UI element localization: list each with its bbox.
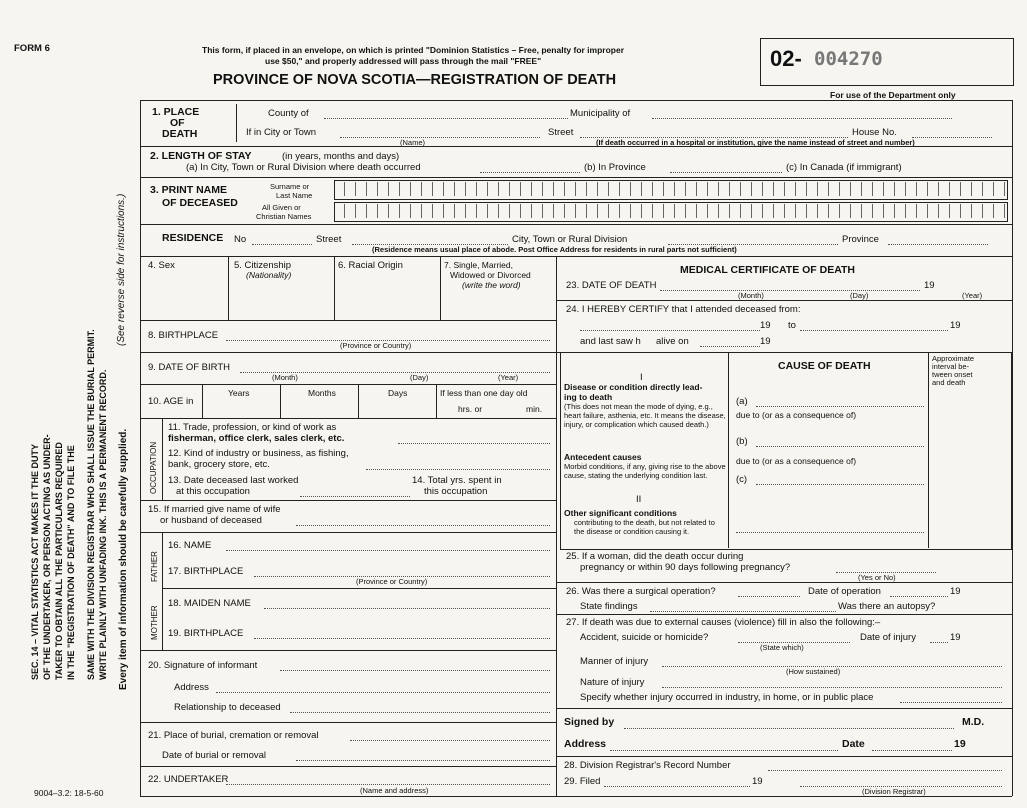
side-text-6: WRITE PLAINLY WITH UNFADING INK. THIS IS A PERMANENT RECORD. <box>98 369 108 680</box>
q14-label-2: this occupation <box>424 486 488 497</box>
cause-b-label: (b) <box>736 436 748 447</box>
father-birthplace-label: 17. BIRTHPLACE <box>168 566 244 577</box>
envelope-note-2: use $50," and properly addressed will pass through the mail "FREE" <box>265 56 542 66</box>
father-birthplace-caption: (Province or Country) <box>356 577 428 586</box>
q13-label-1: 13. Date deceased last worked <box>168 475 299 486</box>
interval-divider <box>928 352 929 548</box>
age-label: 10. AGE in <box>148 396 194 407</box>
disease-note: (This does not mean the mode of dying, e.g., heart failure, asthenia, etc. It means the disease, injury, or complication which caused death.) <box>564 402 726 429</box>
burial-date-line <box>296 760 550 761</box>
father-side-label: FATHER <box>150 551 159 582</box>
interval-caption-2: interval be- <box>932 362 970 371</box>
top-frame-line <box>140 100 1012 101</box>
roman-one: I <box>640 372 643 383</box>
side-text-4: IN THE "REGISTRATION OF DEATH" AND TO FILE THE <box>66 445 76 680</box>
minutes-caption: min. <box>526 404 543 414</box>
col-divider-6-7 <box>440 256 441 320</box>
filed-19: 19 <box>752 776 763 787</box>
house-no-label: House No. <box>852 127 897 138</box>
manner-label: Manner of injury <box>580 656 649 667</box>
given-label-1: All Given or <box>262 203 301 212</box>
date-of-injury-line <box>930 642 948 643</box>
q26-line <box>738 596 800 597</box>
row4-bottom <box>140 320 556 321</box>
left-frame-line <box>140 100 141 796</box>
q13-label-2: at this occupation <box>176 486 250 497</box>
signer-address-line <box>610 750 838 751</box>
dob-year-caption: (Year) <box>498 373 519 382</box>
q14-label-1: 14. Total yrs. spent in <box>412 475 502 486</box>
mother-birthplace-line <box>254 638 550 639</box>
registration-prefix: 02- <box>770 46 802 71</box>
signer-date-line <box>872 750 952 751</box>
date-of-operation-line <box>890 596 948 597</box>
row26-bottom <box>556 614 1012 615</box>
roman-two: II <box>636 494 642 505</box>
q27-label: 27. If death was due to external causes (violence) fill in also the following:– <box>566 617 881 628</box>
side-text-2: OF THE UNDERTAKER, OR PERSON ACTING AS UNDER- <box>42 434 52 680</box>
disease-title-1: Disease or condition directly lead- <box>564 382 703 392</box>
q12-label-2: bank, grocery store, etc. <box>168 459 270 470</box>
surname-cells <box>334 182 1005 201</box>
mother-birthplace-label: 19. BIRTHPLACE <box>168 628 244 639</box>
row15-bottom <box>140 532 556 533</box>
citizenship-label: 5. Citizenship <box>234 260 292 271</box>
col-divider-5-6 <box>334 256 335 320</box>
occupation-side-label: OCCUPATION <box>149 441 158 494</box>
hours-caption: hrs. or <box>458 404 483 414</box>
age-div-1 <box>202 384 203 418</box>
date-of-injury-label: Date of injury <box>860 632 916 643</box>
place-of-death-label-3: DEATH <box>162 128 198 140</box>
col-divider-4-5 <box>228 256 229 320</box>
form-number: FORM 6 <box>14 43 50 54</box>
q11-line <box>398 443 550 444</box>
other-conditions-title: Other significant conditions <box>564 508 677 518</box>
father-bottom <box>162 588 556 589</box>
age-div-4 <box>436 384 437 418</box>
q11-label-2: fisherman, office clerk, sales clerk, etc. <box>168 433 345 444</box>
informant-address-label: Address <box>174 682 209 693</box>
alive-on-19: 19 <box>760 336 771 347</box>
undertaker-caption: (Name and address) <box>360 786 429 795</box>
filed-line <box>604 786 750 787</box>
print-name-label-2: OF DECEASED <box>162 197 238 209</box>
signed-by-line[interactable] <box>624 728 954 729</box>
state-which-caption: (State which) <box>760 643 804 652</box>
burial-date-label: Date of burial or removal <box>162 750 267 761</box>
row27-bottom <box>556 708 1012 709</box>
length-of-stay-sub: (in years, months and days) <box>282 151 400 162</box>
cause-c-line[interactable] <box>756 484 924 485</box>
city-name-caption: (Name) <box>400 138 426 147</box>
side-text-7: Every item of information should be carefully supplied. <box>118 428 129 690</box>
city-label: If in City or Town <box>246 127 317 138</box>
occupation-side-divider <box>162 418 163 500</box>
county-label: County of <box>268 108 309 119</box>
antecedent-title: Antecedent causes <box>564 452 642 462</box>
death-day-caption: (Day) <box>850 291 869 300</box>
dob-day-caption: (Day) <box>410 373 429 382</box>
mother-maiden-line <box>264 608 550 609</box>
street-label: Street <box>548 127 574 138</box>
section2-bottom <box>140 177 1012 178</box>
interval-caption-1: Approximate <box>932 354 975 363</box>
form-code: 9004–3.2: 18-5-60 <box>34 788 104 798</box>
specify-line <box>900 702 1002 703</box>
medical-certificate-title: MEDICAL CERTIFICATE OF DEATH <box>680 264 855 276</box>
given-name-cells <box>334 204 1005 223</box>
side-text-5: SAME WITH THE DIVISION REGISTRAR WHO SHALL ISSUE THE BURIAL PERMIT. <box>86 329 96 680</box>
surname-label-2: Last Name <box>276 191 313 200</box>
date-of-death-line <box>660 290 920 291</box>
death-year-caption: (Year) <box>962 291 983 300</box>
place-of-death-label-2: OF <box>170 117 185 129</box>
undertaker-label: 22. UNDERTAKER <box>148 774 229 785</box>
right-frame-line <box>1012 100 1013 796</box>
q25-label-1: 25. If a woman, did the death occur during <box>566 551 744 562</box>
registrar-record-line <box>768 770 1002 771</box>
bottom-frame-line <box>140 796 1012 797</box>
side-text-1: SEC. 14 – VITAL STATISTICS ACT MAKES IT THE DUTY <box>30 443 40 680</box>
attended-from-19: 19 <box>760 320 771 331</box>
municipality-label: Municipality of <box>570 108 631 119</box>
operation-year-19: 19 <box>950 586 961 597</box>
registration-number: 004270 <box>814 48 883 70</box>
stay-city-line <box>480 172 580 173</box>
disease-title-2: ing to death <box>564 392 613 402</box>
nature-label: Nature of injury <box>580 677 645 688</box>
residence-province-label: Province <box>842 234 879 245</box>
autopsy-label: Was there an autopsy? <box>838 601 936 612</box>
residence-no-label: No <box>234 234 247 245</box>
signer-date-label: Date <box>842 738 865 750</box>
stay-city-label: (a) In City, Town or Rural Division where death occurred <box>186 162 421 173</box>
q15-label-2: or husband of deceased <box>160 515 262 526</box>
section3-bottom <box>140 224 1012 225</box>
section1-bottom <box>140 146 1012 147</box>
q11-label-1: 11. Trade, profession, or kind of work as <box>168 422 337 433</box>
q12-label-1: 12. Kind of industry or business, as fishing, <box>168 448 349 459</box>
date-of-operation-label: Date of operation <box>808 586 881 597</box>
city-line <box>340 137 540 138</box>
q25-yes-no: (Yes or No) <box>858 573 896 582</box>
signed-by-label: Signed by <box>564 716 615 728</box>
page-title: PROVINCE OF NOVA SCOTIA—REGISTRATION OF DEATH <box>213 72 617 88</box>
stay-province-label: (b) In Province <box>584 162 646 173</box>
q12-line <box>366 469 550 470</box>
marital-label-1: 7. Single, Married, <box>444 260 513 270</box>
mother-side-label: MOTHER <box>150 605 159 640</box>
marital-label-3: (write the word) <box>462 280 521 290</box>
nature-line <box>662 687 1002 688</box>
parents-side-divider <box>162 532 163 650</box>
residence-no-line <box>252 244 312 245</box>
residence-street-label: Street <box>316 234 342 245</box>
age-years-caption: Years <box>228 388 250 398</box>
residence-note: (Residence means usual place of abode. Post Office Address for residents in rural parts not sufficient) <box>372 245 737 254</box>
father-name-label: 16. NAME <box>168 540 212 551</box>
q25-label-2: pregnancy or within 90 days following pregnancy? <box>580 562 791 573</box>
envelope-note-1: This form, if placed in an envelope, on which is printed "Dominion Statistics – Free, penalty for improper <box>202 45 625 55</box>
filed-label: 29. Filed <box>564 776 601 787</box>
informant-label: 20. Signature of informant <box>148 660 258 671</box>
less-than-day-caption: If less than one day old <box>440 388 528 398</box>
age-div-2 <box>280 384 281 418</box>
specify-label: Specify whether injury occurred in industry, in home, or in public place <box>580 692 874 703</box>
attended-to-19: 19 <box>950 320 961 331</box>
antecedent-note: Morbid conditions, if any, giving rise to the above cause, stating the underlying condition last. <box>564 462 726 480</box>
injury-year-19: 19 <box>950 632 961 643</box>
row8-bottom <box>140 352 556 353</box>
mother-bottom <box>140 650 556 651</box>
cause-b-line[interactable] <box>756 446 924 447</box>
row25-bottom <box>556 582 1012 583</box>
q26-label: 26. Was there a surgical operation? <box>566 586 716 597</box>
row10-bottom <box>140 418 556 419</box>
q15-label-1: 15. If married give name of wife <box>148 504 281 515</box>
cause-a-line[interactable] <box>756 406 924 407</box>
given-label-2: Christian Names <box>256 212 312 221</box>
racial-origin-label: 6. Racial Origin <box>338 260 403 271</box>
interval-caption-4: and death <box>932 378 966 387</box>
relationship-label: Relationship to deceased <box>174 702 281 713</box>
death-month-caption: (Month) <box>738 291 764 300</box>
division-registrar-caption: (Division Registrar) <box>862 787 926 796</box>
how-sustained-caption: (How sustained) <box>786 667 841 676</box>
other-conditions-note: contributing to the death, but not related to the disease or condition causing it. <box>574 518 715 536</box>
father-name-line <box>226 550 550 551</box>
informant-line[interactable] <box>280 670 550 671</box>
undertaker-line <box>226 784 550 785</box>
relationship-line <box>290 712 550 713</box>
cause-a-label: (a) <box>736 396 748 407</box>
due-to-1: due to (or as a consequence of) <box>736 410 857 420</box>
residence-label: RESIDENCE <box>162 232 224 244</box>
stay-province-line <box>670 172 782 173</box>
date-of-death-label: 23. DATE OF DEATH <box>566 280 657 291</box>
residence-bottom <box>140 256 1012 257</box>
sex-label: 4. Sex <box>148 260 175 271</box>
side-text-8: (See reverse side for instructions.) <box>116 193 127 346</box>
dept-use-note: For use of the Department only <box>830 90 956 100</box>
q15-line <box>296 525 550 526</box>
state-findings-label: State findings <box>580 601 638 612</box>
nationality-caption: (Nationality) <box>246 270 292 280</box>
date-of-birth-label: 9. DATE OF BIRTH <box>148 362 230 373</box>
stay-canada-label: (c) In Canada (if immigrant) <box>786 162 902 173</box>
md-label: M.D. <box>962 716 985 728</box>
residence-city-label: City, Town or Rural Division <box>512 234 628 245</box>
date-of-death-year-prefix: 19 <box>924 280 935 291</box>
state-findings-line <box>650 611 836 612</box>
birthplace-caption: (Province or Country) <box>340 341 412 350</box>
county-line <box>324 118 568 119</box>
marital-label-2: Widowed or Divorced <box>450 270 531 280</box>
burial-place-line <box>350 740 550 741</box>
surname-label-1: Surname or <box>270 182 310 191</box>
other-conditions-line[interactable] <box>736 532 924 533</box>
signature-bottom <box>556 756 1012 757</box>
accident-label: Accident, suicide or homicide? <box>580 632 709 643</box>
length-of-stay-label: 2. LENGTH OF STAY <box>150 150 252 162</box>
certify-label: 24. I HEREBY CERTIFY that I attended deceased from: <box>566 304 801 315</box>
print-name-label-1: 3. PRINT NAME <box>150 184 228 196</box>
signer-address-label: Address <box>564 738 607 750</box>
place-of-death-label-1: 1. PLACE <box>152 106 200 118</box>
hospital-note: (If death occurred in a hospital or institution, give the name instead of street and number) <box>596 138 915 147</box>
informant-bottom <box>140 722 556 723</box>
age-days-caption: Days <box>388 388 408 398</box>
municipality-line <box>652 118 952 119</box>
attended-to-line <box>800 330 948 331</box>
cause-of-death-title: CAUSE OF DEATH <box>778 360 871 372</box>
last-saw-label: and last saw h <box>580 336 641 347</box>
attended-to: to <box>788 320 796 331</box>
side-text-3: TAKER TO OBTAIN ALL THE PARTICULARS REQUIRED <box>54 442 64 680</box>
house-no-line <box>912 137 992 138</box>
age-months-caption: Months <box>308 388 336 398</box>
occupation-bottom <box>140 500 556 501</box>
informant-address-line <box>216 692 550 693</box>
row23-bottom <box>556 300 1012 301</box>
burial-place-label: 21. Place of burial, cremation or removal <box>148 730 319 741</box>
signer-date-19: 19 <box>954 738 966 750</box>
birthplace-label: 8. BIRTHPLACE <box>148 330 219 341</box>
alive-on-line <box>700 346 760 347</box>
residence-province-line <box>888 244 988 245</box>
dob-month-caption: (Month) <box>272 373 298 382</box>
burial-bottom <box>140 766 556 767</box>
q13-line <box>300 496 410 497</box>
registrar-record-label: 28. Division Registrar's Record Number <box>564 760 731 771</box>
attended-from-line <box>580 330 760 331</box>
section1-divider <box>236 104 237 142</box>
age-div-3 <box>358 384 359 418</box>
mother-maiden-label: 18. MAIDEN NAME <box>168 598 251 609</box>
interval-caption-3: tween onset <box>932 370 973 379</box>
cause-c-label: (c) <box>736 474 748 485</box>
cause-inner-divider <box>728 352 729 548</box>
alive-on-label: alive on <box>656 336 689 347</box>
main-column-divider <box>556 256 557 796</box>
due-to-2: due to (or as a consequence of) <box>736 456 857 466</box>
